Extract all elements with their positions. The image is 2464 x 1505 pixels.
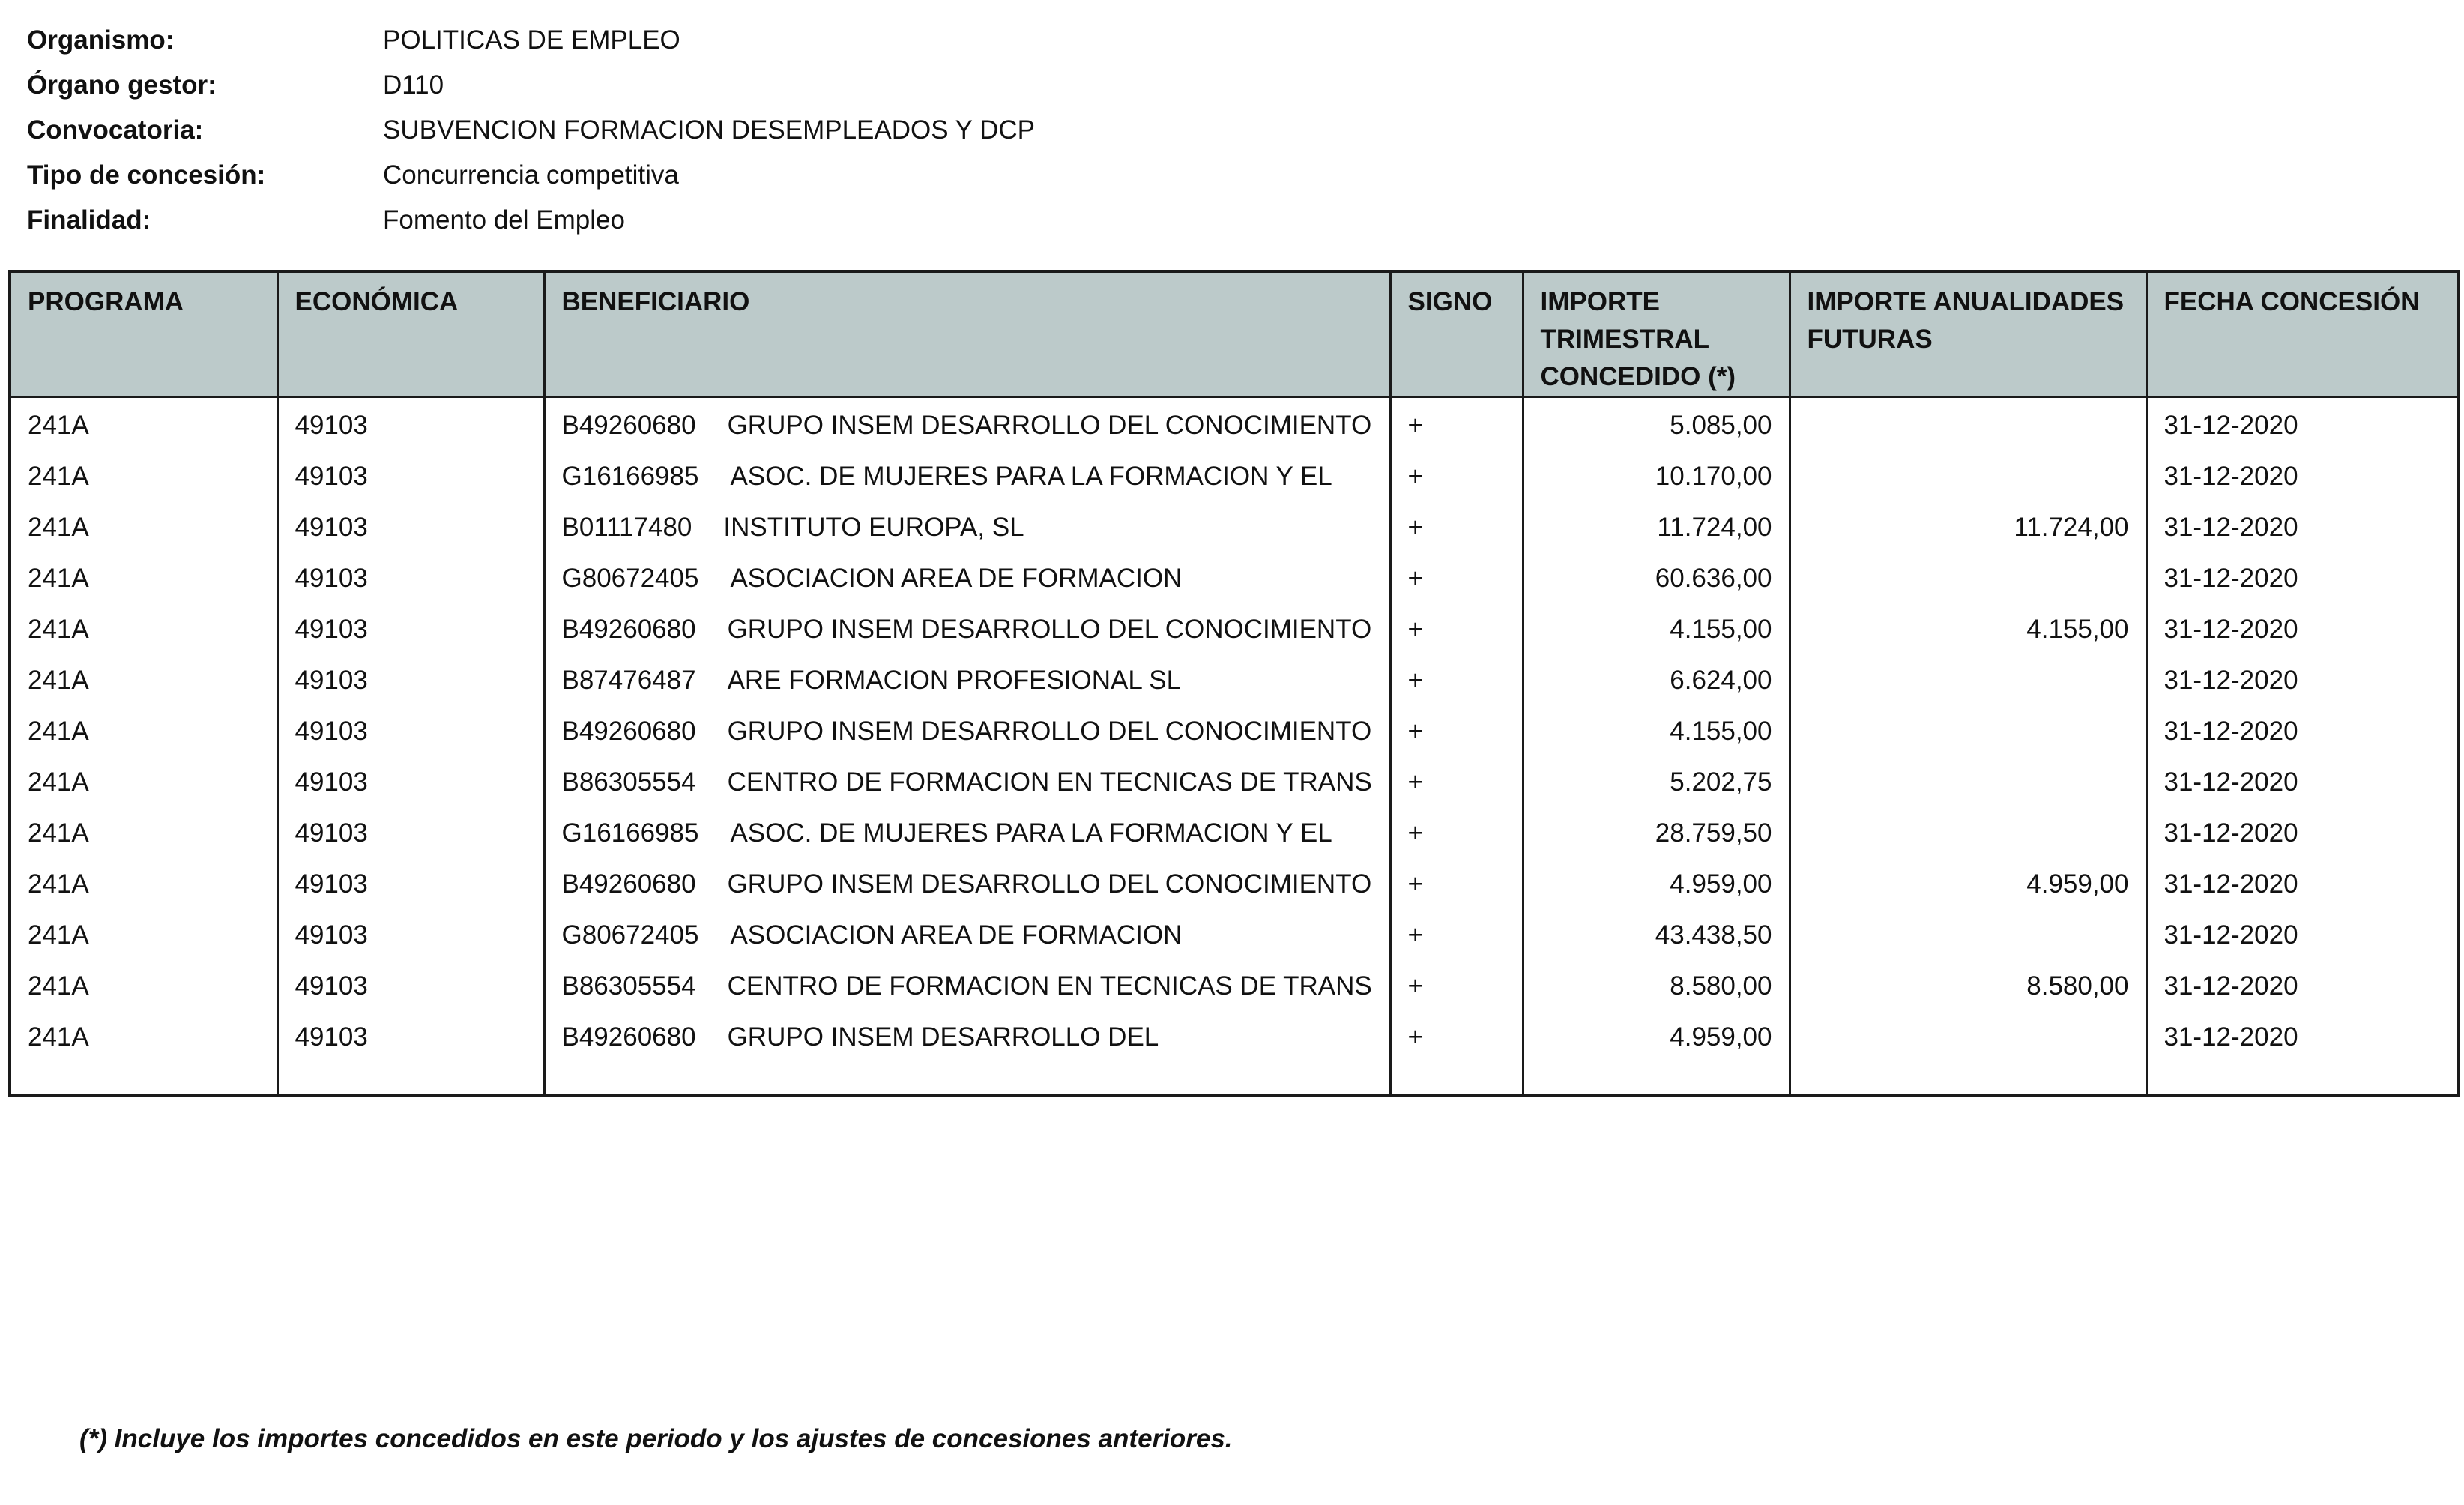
header-fecha-concesion: FECHA CONCESIÓN [2146, 271, 2458, 397]
table-row [10, 551, 2458, 602]
beneficiario-cell [544, 551, 1390, 602]
beneficiario-cell [544, 755, 1390, 806]
beneficiario-nif: B49260680 [561, 615, 696, 644]
beneficiario-cell [544, 908, 1390, 959]
importe-anualidades-cell [1790, 449, 2146, 500]
organo-gestor-label: Órgano gestor: [27, 70, 217, 100]
importe-trimestral-cell: 5.202,75 [1523, 755, 1790, 806]
signo-cell: + [1390, 908, 1523, 959]
organismo-value: POLITICAS DE EMPLEO [383, 25, 680, 55]
document-header [27, 18, 1035, 243]
economica-cell: 49103 [277, 449, 544, 500]
programa-cell: 241A [28, 1022, 89, 1052]
beneficiario-nif: B49260680 [561, 717, 696, 746]
signo-cell: + [1390, 704, 1523, 755]
organo-gestor-value: D110 [383, 70, 444, 100]
signo-cell: + [1390, 653, 1523, 704]
beneficiario-nombre: ASOC. DE MUJERES PARA LA FORMACION Y EL [730, 462, 1332, 491]
table-row [10, 1010, 2458, 1095]
programa-cell: 241A [28, 818, 89, 848]
beneficiario-nombre: ASOCIACION AREA DE FORMACION [730, 564, 1183, 593]
organismo-row [27, 18, 1035, 63]
programa-cell: 241A [28, 564, 89, 593]
programa-cell: 241A [28, 666, 89, 695]
beneficiario-nif: B01117480 [561, 513, 692, 542]
beneficiario-cell [544, 449, 1390, 500]
importe-anualidades-cell: 4.155,00 [1790, 602, 2146, 653]
convocatoria-value: SUBVENCION FORMACION DESEMPLEADOS Y DCP [383, 115, 1035, 145]
beneficiario-cell [544, 653, 1390, 704]
table-row [10, 653, 2458, 704]
fecha-concesion-cell: 31-12-2020 [2146, 551, 2458, 602]
tipo-concesion-value: Concurrencia competitiva [383, 160, 679, 190]
beneficiario-nombre: ARE FORMACION PROFESIONAL SL [727, 666, 1182, 695]
fecha-concesion-cell: 31-12-2020 [2146, 755, 2458, 806]
beneficiario-nombre: CENTRO DE FORMACION EN TECNICAS DE TRANS [727, 767, 1372, 797]
fecha-concesion-cell: 31-12-2020 [2146, 602, 2458, 653]
fecha-concesion-cell: 31-12-2020 [2146, 500, 2458, 551]
importe-trimestral-cell: 4.155,00 [1523, 602, 1790, 653]
beneficiario-nif: G80672405 [561, 920, 699, 950]
table-row [10, 704, 2458, 755]
beneficiario-nif: G80672405 [561, 564, 699, 593]
economica-cell: 49103 [277, 653, 544, 704]
beneficiario-nombre: GRUPO INSEM DESARROLLO DEL CONOCIMIENTO [727, 411, 1372, 440]
beneficiario-nombre: GRUPO INSEM DESARROLLO DEL CONOCIMIENTO [727, 717, 1372, 746]
importe-anualidades-cell [1790, 755, 2146, 806]
economica-cell: 49103 [277, 602, 544, 653]
importe-anualidades-cell [1790, 551, 2146, 602]
economica-cell: 49103 [277, 1010, 544, 1095]
table-row [10, 449, 2458, 500]
programa-cell: 241A [28, 767, 89, 797]
beneficiario-nif: G16166985 [561, 462, 699, 491]
economica-cell: 49103 [277, 908, 544, 959]
header-signo: SIGNO [1390, 271, 1523, 397]
programa-cell: 241A [28, 717, 89, 746]
table-row [10, 397, 2458, 450]
fecha-concesion-cell: 31-12-2020 [2146, 857, 2458, 908]
importe-trimestral-cell: 4.959,00 [1523, 1010, 1790, 1095]
beneficiario-nif: B87476487 [561, 666, 696, 695]
importe-anualidades-cell: 4.959,00 [1790, 857, 2146, 908]
economica-cell: 49103 [277, 551, 544, 602]
importe-anualidades-cell [1790, 1010, 2146, 1095]
importe-trimestral-cell: 4.155,00 [1523, 704, 1790, 755]
importe-trimestral-cell: 8.580,00 [1523, 959, 1790, 1010]
beneficiario-nif: B49260680 [561, 1022, 696, 1052]
signo-cell: + [1390, 602, 1523, 653]
beneficiario-nif: B49260680 [561, 411, 696, 440]
beneficiario-nif: G16166985 [561, 818, 699, 848]
beneficiario-cell [544, 806, 1390, 857]
fecha-concesion-cell: 31-12-2020 [2146, 397, 2458, 450]
grants-table [8, 270, 2460, 1097]
table-row [10, 755, 2458, 806]
convocatoria-row [27, 108, 1035, 153]
table-row [10, 959, 2458, 1010]
finalidad-label: Finalidad: [27, 205, 151, 235]
importe-anualidades-cell [1790, 908, 2146, 959]
economica-cell: 49103 [277, 857, 544, 908]
beneficiario-nombre: ASOC. DE MUJERES PARA LA FORMACION Y EL [730, 818, 1332, 848]
table-row [10, 500, 2458, 551]
beneficiario-nif: B86305554 [561, 767, 696, 797]
economica-cell: 49103 [277, 959, 544, 1010]
signo-cell: + [1390, 1010, 1523, 1095]
importe-trimestral-cell: 10.170,00 [1523, 449, 1790, 500]
signo-cell: + [1390, 397, 1523, 450]
importe-anualidades-cell: 8.580,00 [1790, 959, 2146, 1010]
programa-cell: 241A [28, 513, 89, 542]
importe-trimestral-cell: 11.724,00 [1523, 500, 1790, 551]
beneficiario-nombre: GRUPO INSEM DESARROLLO DEL [727, 1022, 1159, 1052]
signo-cell: + [1390, 500, 1523, 551]
organismo-label: Organismo: [27, 25, 175, 55]
beneficiario-nombre: GRUPO INSEM DESARROLLO DEL CONOCIMIENTO [727, 615, 1372, 644]
fecha-concesion-cell: 31-12-2020 [2146, 449, 2458, 500]
beneficiario-nombre: INSTITUTO EUROPA, SL [723, 513, 1024, 542]
economica-cell: 49103 [277, 500, 544, 551]
importe-anualidades-cell [1790, 653, 2146, 704]
signo-cell: + [1390, 551, 1523, 602]
beneficiario-nif: B49260680 [561, 869, 696, 899]
programa-cell: 241A [28, 615, 89, 644]
finalidad-value: Fomento del Empleo [383, 205, 625, 235]
programa-cell: 241A [28, 411, 89, 440]
importe-anualidades-cell [1790, 704, 2146, 755]
footnote: (*) Incluye los importes concedidos en este periodo y los ajustes de concesiones anteriores. [79, 1424, 1233, 1453]
beneficiario-cell [544, 1010, 1390, 1095]
signo-cell: + [1390, 857, 1523, 908]
importe-trimestral-cell: 6.624,00 [1523, 653, 1790, 704]
organo-gestor-row [27, 63, 1035, 108]
programa-cell: 241A [28, 971, 89, 1001]
table-header-row [10, 271, 2458, 397]
beneficiario-cell [544, 704, 1390, 755]
header-programa: PROGRAMA [10, 271, 277, 397]
signo-cell: + [1390, 959, 1523, 1010]
economica-cell: 49103 [277, 806, 544, 857]
fecha-concesion-cell: 31-12-2020 [2146, 704, 2458, 755]
programa-cell: 241A [28, 920, 89, 950]
fecha-concesion-cell: 31-12-2020 [2146, 653, 2458, 704]
economica-cell: 49103 [277, 397, 544, 450]
beneficiario-cell [544, 602, 1390, 653]
economica-cell: 49103 [277, 755, 544, 806]
table-row [10, 908, 2458, 959]
table-row [10, 602, 2458, 653]
economica-cell: 49103 [277, 704, 544, 755]
beneficiario-nombre: GRUPO INSEM DESARROLLO DEL CONOCIMIENTO [727, 869, 1372, 899]
importe-trimestral-cell: 4.959,00 [1523, 857, 1790, 908]
beneficiario-cell [544, 397, 1390, 450]
importe-trimestral-cell: 43.438,50 [1523, 908, 1790, 959]
header-importe-trimestral: IMPORTE TRIMESTRAL CONCEDIDO (*) [1523, 271, 1790, 397]
beneficiario-cell [544, 959, 1390, 1010]
table-row [10, 806, 2458, 857]
programa-cell: 241A [28, 462, 89, 491]
beneficiario-cell [544, 857, 1390, 908]
fecha-concesion-cell: 31-12-2020 [2146, 1010, 2458, 1095]
importe-anualidades-cell [1790, 397, 2146, 450]
signo-cell: + [1390, 449, 1523, 500]
signo-cell: + [1390, 755, 1523, 806]
signo-cell: + [1390, 806, 1523, 857]
table-body [10, 397, 2458, 1096]
importe-trimestral-cell: 28.759,50 [1523, 806, 1790, 857]
beneficiario-nombre: CENTRO DE FORMACION EN TECNICAS DE TRANS [727, 971, 1372, 1001]
beneficiario-nif: B86305554 [561, 971, 696, 1001]
header-economica: ECONÓMICA [277, 271, 544, 397]
fecha-concesion-cell: 31-12-2020 [2146, 908, 2458, 959]
importe-trimestral-cell: 5.085,00 [1523, 397, 1790, 450]
fecha-concesion-cell: 31-12-2020 [2146, 959, 2458, 1010]
table-row [10, 857, 2458, 908]
tipo-concesion-row [27, 153, 1035, 198]
programa-cell: 241A [28, 869, 89, 899]
header-importe-anualidades: IMPORTE ANUALIDADES FUTURAS [1790, 271, 2146, 397]
beneficiario-nombre: ASOCIACION AREA DE FORMACION [730, 920, 1183, 950]
importe-trimestral-cell: 60.636,00 [1523, 551, 1790, 602]
convocatoria-label: Convocatoria: [27, 115, 204, 145]
beneficiario-cell [544, 500, 1390, 551]
tipo-concesion-label: Tipo de concesión: [27, 160, 266, 190]
header-beneficiario: BENEFICIARIO [544, 271, 1390, 397]
fecha-concesion-cell: 31-12-2020 [2146, 806, 2458, 857]
importe-anualidades-cell [1790, 806, 2146, 857]
importe-anualidades-cell: 11.724,00 [1790, 500, 2146, 551]
finalidad-row [27, 198, 1035, 243]
